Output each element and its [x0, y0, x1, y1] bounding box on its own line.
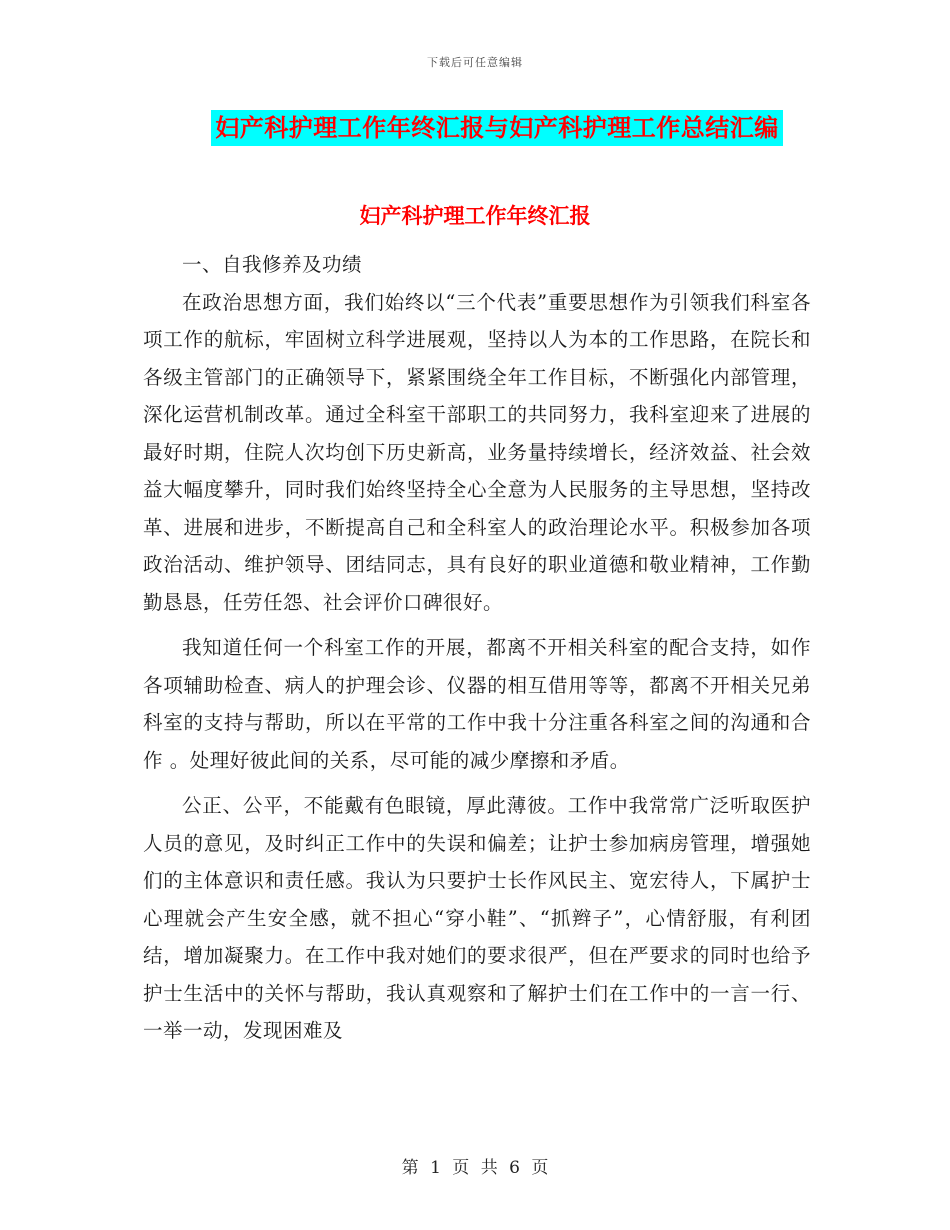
paragraph-political-thought: 在政治思想方面，我们始终以“三个代表”重要思想作为引领我们科室各项工作的航标，牢固树立科学进展观，坚持以人为本的工作思路，在院长和各级主管部门的正确领导下，紧紧围绕全年工作目标，不断强化内部管理，深化运营机制改革。通过全科室干部职工的共同努力，我科室迎来了进展的最好时期，住院人次均创下历史新高，业务量持续增长，经济效益、社会效益大幅度攀升，同时我们始终坚持全心全意为人民服务的主导思想，坚持改革、进展和进步，不断提高自己和全科室人的政治理论水平。积极参加各项政治活动、维护领导、团结同志，具有良好的职业道德和敬业精神，工作勤勤恳恳，任劳任怨、社会评价口碑很好。	[143, 290, 811, 614]
document-body	[143, 246, 811, 1050]
page-footer: 第 1 页 共 6 页	[401, 1158, 549, 1178]
paragraph-fairness: 公正、公平，不能戴有色眼镜，厚此薄彼。工作中我常常广泛听取医护人员的意见，及时纠正工作中的失误和偏差；让护士参加病房管理，增强她们的主体意识和责任感。我认为只要护士长作风民主、宽宏待人，下属护士心理就会产生安全感，就不担心“穿小鞋”、“抓辫子”，心情舒服，有利团结，增加凝聚力。在工作中我对她们的要求很严，但在严要求的同时也给予护士生活中的关怀与帮助，我认真观察和了解护士们在工作中的一言一行、一举一动，发现困难及	[143, 794, 811, 1042]
document-title: 妇产科护理工作年终汇报与妇产科护理工作总结汇编	[211, 110, 783, 146]
document-title-wrapper	[0, 110, 950, 146]
header-note: 下载后可任意编辑	[427, 56, 523, 69]
section-title: 妇产科护理工作年终汇报	[359, 204, 591, 228]
section-heading: 一、自我修养及功绩	[182, 253, 363, 276]
paragraph-cooperation: 我知道任何一个科室工作的开展，都离不开相关科室的配合支持，如作各项辅助检查、病人的护理会诊、仪器的相互借用等等，都离不开相关兄弟科室的支持与帮助，所以在平常的工作中我十分注重各科室之间的沟通和合作 。处理好彼此间的关系，尽可能的减少摩擦和矛盾。	[143, 636, 811, 772]
